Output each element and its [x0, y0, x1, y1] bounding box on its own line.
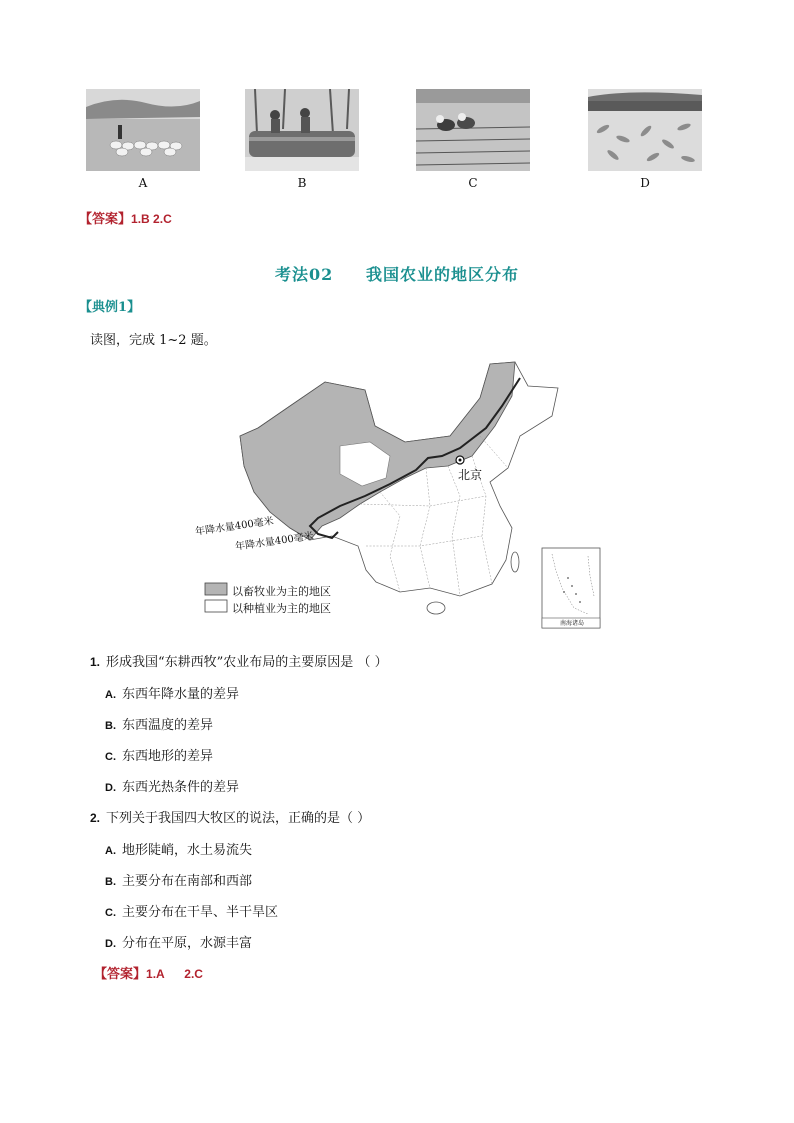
- south-china-sea-inset: [542, 548, 600, 628]
- china-agriculture-map: [190, 356, 610, 636]
- isohyet-label-2: 年降水量400毫米: [234, 530, 315, 553]
- question-2: [90, 807, 370, 826]
- answer-word: 答案: [92, 212, 119, 227]
- question-1: [90, 651, 388, 670]
- q1-option-a[interactable]: A. 东西年降水量的差异: [105, 687, 240, 702]
- photo-label-d: D: [640, 176, 650, 190]
- legend-swatch-crop: [205, 600, 227, 612]
- example-bracket-open: 【: [79, 300, 93, 315]
- q2-option-c[interactable]: C. 主要分布在干旱、半干旱区: [105, 905, 279, 920]
- example-bracket-close: 】: [127, 300, 141, 315]
- section-title: 考法02 我国农业的地区分布: [274, 265, 520, 284]
- photo-logging: [245, 89, 359, 171]
- q2-option-a[interactable]: A. 地形陡峭，水土易流失: [105, 843, 253, 858]
- q1-option-c[interactable]: C. 东西地形的差异: [105, 749, 214, 764]
- legend-swatch-livestock: [205, 583, 227, 595]
- answer-block-1: [79, 208, 172, 227]
- question-1-number: 1.: [90, 655, 101, 669]
- inset-label: 南海诸岛: [559, 620, 584, 627]
- answer-block-2: [94, 963, 203, 982]
- photo-sheep-herding: [86, 89, 200, 171]
- photo-fish-farming: [588, 89, 702, 171]
- hainan-island: [427, 602, 445, 614]
- intro-text: 读图，完成 1~2 题。: [90, 333, 217, 348]
- answer2-bracket-close: 】: [133, 967, 147, 982]
- q2-option-d[interactable]: D. 分布在平原，水源丰富: [105, 936, 253, 951]
- answer2-word: 答案: [107, 967, 134, 982]
- answer2-value: 1.A 2.C: [146, 967, 203, 981]
- answer-value: 1.B 2.C: [131, 212, 172, 226]
- question-2-text: 下列关于我国四大牧区的说法，正确的是（ ）: [106, 811, 371, 826]
- taiwan-island: [511, 552, 519, 572]
- answer2-bracket-open: 【: [94, 967, 108, 982]
- legend-label-crop: 以种植业为主的地区: [232, 602, 331, 615]
- legend-label-livestock: 以畜牧业为主的地区: [232, 585, 331, 598]
- question-1-text: 形成我国“东耕西牧”农业布局的主要原因是 （ ）: [106, 655, 388, 670]
- photo-label-a: A: [138, 176, 148, 190]
- question-2-number: 2.: [90, 811, 101, 825]
- q2-option-b[interactable]: B. 主要分布在南部和西部: [105, 874, 253, 889]
- beijing-label: 北京: [458, 468, 483, 482]
- answer-bracket-open: 【: [79, 212, 93, 227]
- q1-option-d[interactable]: D. 东西光热条件的差异: [105, 780, 240, 795]
- photo-label-b: B: [297, 176, 307, 190]
- answer-bracket-close: 】: [118, 212, 132, 227]
- q1-option-b[interactable]: B. 东西温度的差异: [105, 718, 214, 733]
- isohyet-label-1: 年降水量400毫米: [194, 515, 275, 538]
- example-label: 典例1: [92, 300, 128, 315]
- photo-label-c: C: [468, 176, 478, 190]
- example-tag: [79, 296, 140, 315]
- photo-rice-planting: [416, 89, 530, 171]
